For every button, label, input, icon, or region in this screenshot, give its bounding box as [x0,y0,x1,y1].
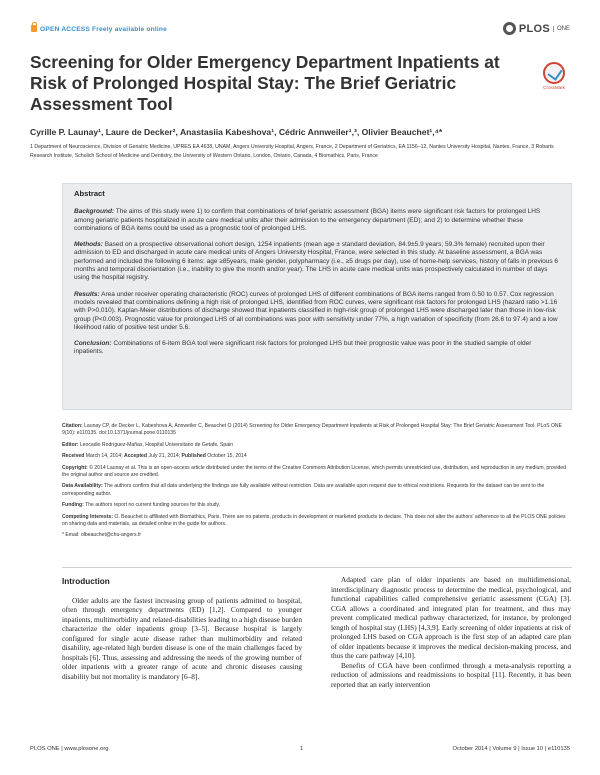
crossmark-label: CrossMark [543,85,565,90]
copyright-text: © 2014 Launay et al. This is an open-access article distributed under the terms of the Creative Commons Attribution License, which permits unrestricted use, distribution, and reproduction in any medium, provided the original author and source are credited. [62,464,566,478]
intro-paragraph-1: Older adults are the fastest increasing group of patients admitted to hospital, often through emergency departments (ED) [1,2]. Compared to younger inpatients, multimorbidity and related-disabilities leading to a high disease burden characterize the older inpatients group [3–5]. Because hospital is largely configured for single acute disease rather than multimorbidity and related disability, age-related high burden disease is one of the main challenges faced by hospitals [6]. Thus, assessing and addressing the needs of the growing number of older inpatients with a greater range of acute and chronic diseases causing disability but not mortality is mandatory [6–8]. [62,595,302,681]
author-list: Cyrille P. Launay¹, Laure de Decker², Anastasiia Kabeshova¹, Cédric Annweiler¹,³, Olivier Beauchet¹,⁴* [30,127,443,137]
conclusion-text: Combinations of 6-item BGA tool were significant risk factors for prolonged LHS but their prognostic value was poor in the studied sample of older inpatients. [74,340,532,356]
citation-text: Launay CP, de Decker L, Kabeshova A, Annweiler C, Beauchet O (2014) Screening for Older Emergency Department Inpatients at Risk of Prolonged Hospital Stay: The Brief Geriatric Assessment Tool. PLoS ONE 9(10): e110135. doi:10.1371/journal.pone.0110135 [62,423,563,437]
intro-paragraph-2: Adapted care plan of older inpatients are based on multidimensional, interdisciplinary diagnostic process to determine the medical, psychological, and functional capabilities called comprehensive geriatric assessment (CGA) [3]. CGA allows a coordinated and integrated plan for treatment, and thus may prevent complicated medical pathway characterized, for instance, by prolonged length of hospital stay (LHS) [4,3,9]. Early screening of older inpatients at risk of prolonged LHS based on CGA approach is the first step of an adapted care plan of older inpatients because it improves the medical decision-making process, and thus the care pathway [4,10]. [331,575,571,660]
corresponding-email[interactable]: * Email: olbeauchet@chu-angers.fr [62,532,142,539]
background-label: Background: [74,208,115,216]
competing-text: O. Beauchet is affiliated with Biomathics, Paris. There are no patents, products in development or marketed products to declare. This does not alter the authors' adherence to all the PLOS ONE policies on sharing data and materials, as detailed online in the guide for authors. [62,513,566,527]
accepted-date: July 21, 2014; [148,453,181,460]
abstract-results [74,291,560,332]
plos-one-label: ONE [553,26,570,32]
open-lock-icon [31,25,37,32]
body-column-left [62,575,302,681]
section-divider [62,567,572,568]
intro-paragraph-3: Benefits of CGA have been confirmed through a meta-analysis reporting a reduction of admissions and readmissions to hospital [11]. Recently, it has been reported that an early intervention [331,660,571,689]
funding-text: The authors report no current funding sources for this study. [85,502,221,509]
received-date: March 14, 2014; [85,453,123,460]
abstract-conclusion [74,340,560,357]
results-text: Area under receiver operating characteristic (ROC) curves of prolonged LHS of different combinations of BGA items ranged from 0.50 to 0.57. Cox regression models revealed that combinations defining a high risk of prolonged LHS, identified from ROC curves, were significant risk factors for prolonged LHS (hazard ratio >1.16 with P>0.010). Kaplan-Meier distributions of discharge showed that inpatients classified in high-risk group of prolonged LHS were discharged later than those in low-risk group (P<0.003). Prognostic value for prolonged LHS of all combinations was poor with sensitivity under 77%, a high variation of specificity (from 26.6 to 97.4) and a low likelihood ratio of positive test under 5.6. [74,290,558,331]
crossmark-icon [543,62,565,84]
funding [62,502,572,509]
competing-interests [62,514,572,528]
copyright-label: Copyright: [62,464,88,471]
methods-text: Based on a prospective observational cohort design, 1254 inpatients (mean age ± standard deviation, 84.9±5.9 years; 59.3% female) recruited upon their admission to ED and discharged in acute care medical units of Angers University Hospital, France, were selected in this study. At baseline assessment, a BGA was performed and included the following 6 items: age ≥85years, male gender, polypharmacy (i.e., ≥5 drugs per day), use of home-help services, history of falls in previous 6 months and temporal disorientation (i.e., inability to give the month and/or year). The LHS in acute care medical units was prospectively calculated in number of days using the hospital registry. [74,241,559,282]
editor-label: Editor: [62,441,79,448]
editor-text: Leocadio Rodríguez-Mañas, Hospital Universitario de Getafe, Spain [79,441,234,448]
methods-label: Methods: [74,241,103,249]
plos-circle-icon [503,22,516,35]
background-text: The aims of this study were 1) to confirm that combinations of brief geriatric assessment (BGA) items were significant risk factors for prolonged LHS among geriatric patients hospitalized in acute care medical units after their admission to the emergency department (ED); and 2) to determine whether these combinations of BGA items could be used as a prognostic tool of prolonged LHS. [74,208,541,232]
competing-label: Competing Interests: [62,513,113,520]
citation-label: Citation: [62,423,83,429]
page-number: 1 [300,746,304,752]
footer-journal: PLOS ONE | www.plosone.org [30,746,109,752]
introduction-heading: Introduction [62,577,110,586]
affiliations: 1 Department of Neuroscience, Division of Geriatric Medicine, UPRES EA 4638, UNAM, Angers University Hospital, Angers, France, 2 Department of Geriatrics, EA 1156–12, Nantes University Hospital, Nantes, France, 3 Robarts Research Institute, Schulich School of Medicine and Dentistry, the University of Western Ontario, London, Ontario, Canada, 4 Biomathics, Paris, France [30,144,554,159]
abstract-heading: Abstract [74,189,105,198]
availability-label: Data Availability: [62,483,103,490]
abstract-methods [74,241,560,282]
citation [62,423,572,437]
data-availability [62,483,572,497]
availability-text: The authors confirm that all data underlying the findings are fully available without restriction. Data are available upon request due to ethical restrictions. Requests for the dataset can be sent to the corresponding author. [62,483,545,497]
accepted-label: Accepted [124,453,147,460]
abstract-background [74,208,560,233]
dates [62,453,572,460]
body-column-right [331,575,571,689]
article-metadata [62,423,572,544]
article-title: Screening for Older Emergency Department Inpatients at Risk of Prolonged Hospital Stay: The Brief Geriatric Assessment Tool [30,52,500,114]
copyright [62,465,572,479]
funding-label: Funding: [62,502,84,509]
open-access-text: OPEN ACCESS Freely available online [40,26,167,33]
abstract-box [62,183,572,410]
plos-wordmark: PLOS [518,22,550,35]
published-date: October 15, 2014 [207,453,247,460]
open-access-badge [30,25,167,33]
footer-issue: October 2014 | Volume 9 | Issue 10 | e110135 [452,746,570,752]
conclusion-label: Conclusion: [74,340,112,348]
published-label: Published [181,453,206,460]
results-label: Results: [74,290,100,298]
crossmark-badge[interactable] [536,62,572,90]
editor [62,442,572,449]
plos-logo [503,22,570,35]
received-label: Received [62,453,85,460]
journal-header [30,22,570,40]
